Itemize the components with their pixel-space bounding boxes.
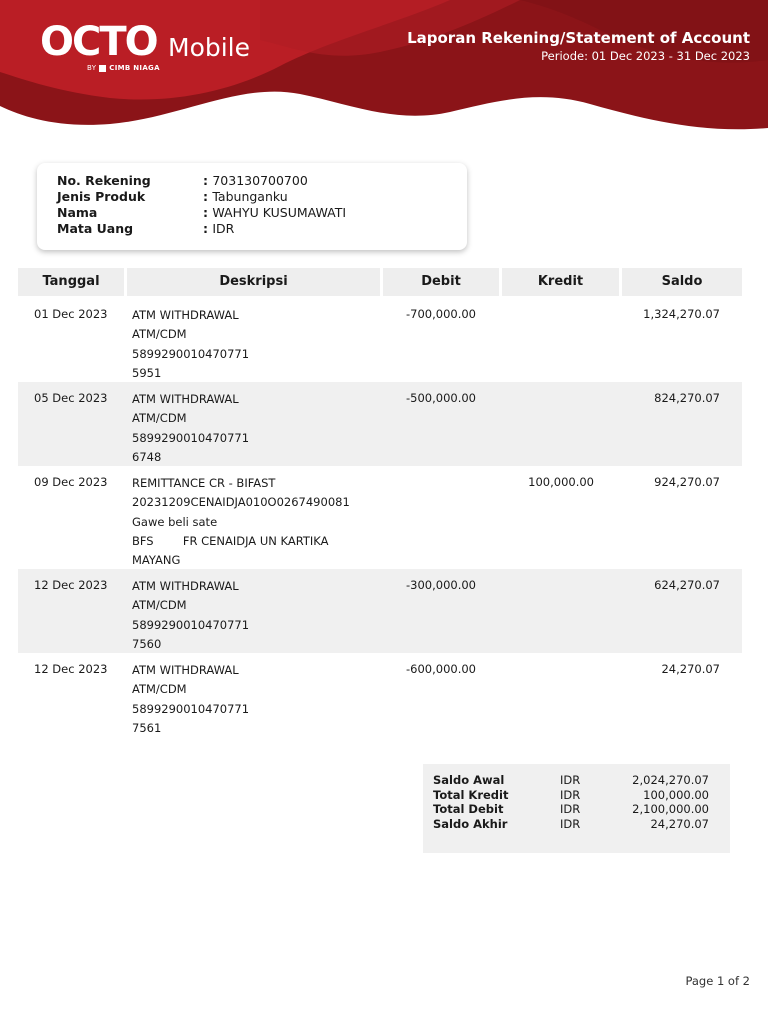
summary-row-opening (433, 773, 709, 788)
row-date: 12 Dec 2023 (34, 578, 108, 592)
row-description: ATM WITHDRAWAL ATM/CDM 5899290010470771 6748 (132, 392, 250, 464)
statement-title-block (407, 29, 750, 64)
table-row (18, 382, 742, 466)
summary-value: 2,024,270.07 (632, 773, 709, 787)
row-date: 09 Dec 2023 (34, 475, 108, 489)
header-kredit: Kredit (502, 268, 619, 296)
row-description: REMITTANCE CR - BIFAST 20231209CENAIDJA010O0267490081 Gawe beli sate BFS FR CENAIDJA UN KARTIKA MAYANG (132, 476, 350, 568)
table-row (18, 569, 742, 653)
product-type-label: Jenis Produk (57, 189, 146, 204)
header-saldo: Saldo (622, 268, 742, 296)
account-number-value: 703130700700 (212, 173, 308, 188)
row-saldo: 24,270.07 (661, 662, 720, 676)
logo-by-cimb (87, 64, 160, 73)
table-row (18, 653, 742, 737)
summary-currency: IDR (560, 802, 581, 816)
logo-by-text: BY (87, 64, 97, 72)
summary-currency: IDR (560, 816, 581, 831)
logo-mobile-text: Mobile (168, 33, 251, 62)
logo-octo-text: OCTO (40, 19, 157, 65)
summary-value: 2,100,000.00 (632, 802, 709, 816)
account-name-label: Nama (57, 205, 98, 220)
header-description: Deskripsi (127, 268, 380, 296)
row-debit: -500,000.00 (406, 391, 476, 405)
row-saldo: 1,324,270.07 (643, 307, 720, 321)
statement-period: Periode: 01 Dec 2023 - 31 Dec 2023 (541, 49, 750, 63)
summary-label: Saldo Akhir (433, 816, 508, 831)
header-banner (0, 0, 768, 135)
account-number-value-wrap: : 703130700700 (203, 173, 308, 188)
summary-label: Saldo Awal (433, 773, 505, 787)
account-name-value-wrap: : WAHYU KUSUMAWATI (203, 205, 347, 220)
header-debit: Debit (383, 268, 499, 296)
row-saldo: 924,270.07 (654, 475, 720, 489)
summary-row-total-kredit (433, 788, 709, 803)
row-debit: -700,000.00 (406, 307, 476, 321)
table-row (18, 298, 742, 382)
product-type-value: Tabunganku (212, 189, 288, 204)
summary-currency: IDR (560, 787, 581, 802)
logo-bank-text: CIMB NIAGA (109, 64, 160, 72)
row-debit: -600,000.00 (406, 662, 476, 676)
row-date: 05 Dec 2023 (34, 391, 108, 405)
octo-mobile-logo (40, 20, 270, 80)
header-date: Tanggal (18, 268, 124, 296)
table-row (18, 466, 742, 569)
transactions-table (18, 268, 742, 737)
summary-currency: IDR (560, 773, 581, 787)
statement-title: Laporan Rekening/Statement of Account (407, 29, 750, 47)
row-debit: -300,000.00 (406, 578, 476, 592)
row-saldo: 624,270.07 (654, 578, 720, 592)
row-description: ATM WITHDRAWAL ATM/CDM 5899290010470771 7561 (132, 663, 250, 735)
product-type-value-wrap: : Tabunganku (203, 189, 288, 204)
account-name-value: WAHYU KUSUMAWATI (212, 205, 347, 220)
currency-value-wrap: : IDR (203, 221, 235, 236)
currency-value: IDR (212, 221, 235, 236)
summary-label: Total Debit (433, 802, 504, 816)
summary-value: 100,000.00 (643, 787, 709, 802)
row-kredit: 100,000.00 (528, 475, 594, 489)
row-saldo: 824,270.07 (654, 391, 720, 405)
row-description: ATM WITHDRAWAL ATM/CDM 5899290010470771 5951 (132, 308, 250, 380)
summary-row-closing (433, 817, 709, 832)
cimb-mark-icon (99, 65, 106, 72)
summary-row-total-debit (433, 802, 709, 817)
account-info-card (37, 163, 467, 250)
table-header-row (18, 268, 742, 296)
page-number: Page 1 of 2 (685, 974, 750, 988)
row-date: 01 Dec 2023 (34, 307, 108, 321)
balance-summary (423, 764, 730, 853)
summary-label: Total Kredit (433, 787, 509, 802)
row-date: 12 Dec 2023 (34, 662, 108, 676)
account-number-label: No. Rekening (57, 173, 151, 188)
summary-value: 24,270.07 (650, 816, 709, 831)
currency-label: Mata Uang (57, 221, 134, 236)
row-description: ATM WITHDRAWAL ATM/CDM 5899290010470771 7560 (132, 579, 250, 651)
